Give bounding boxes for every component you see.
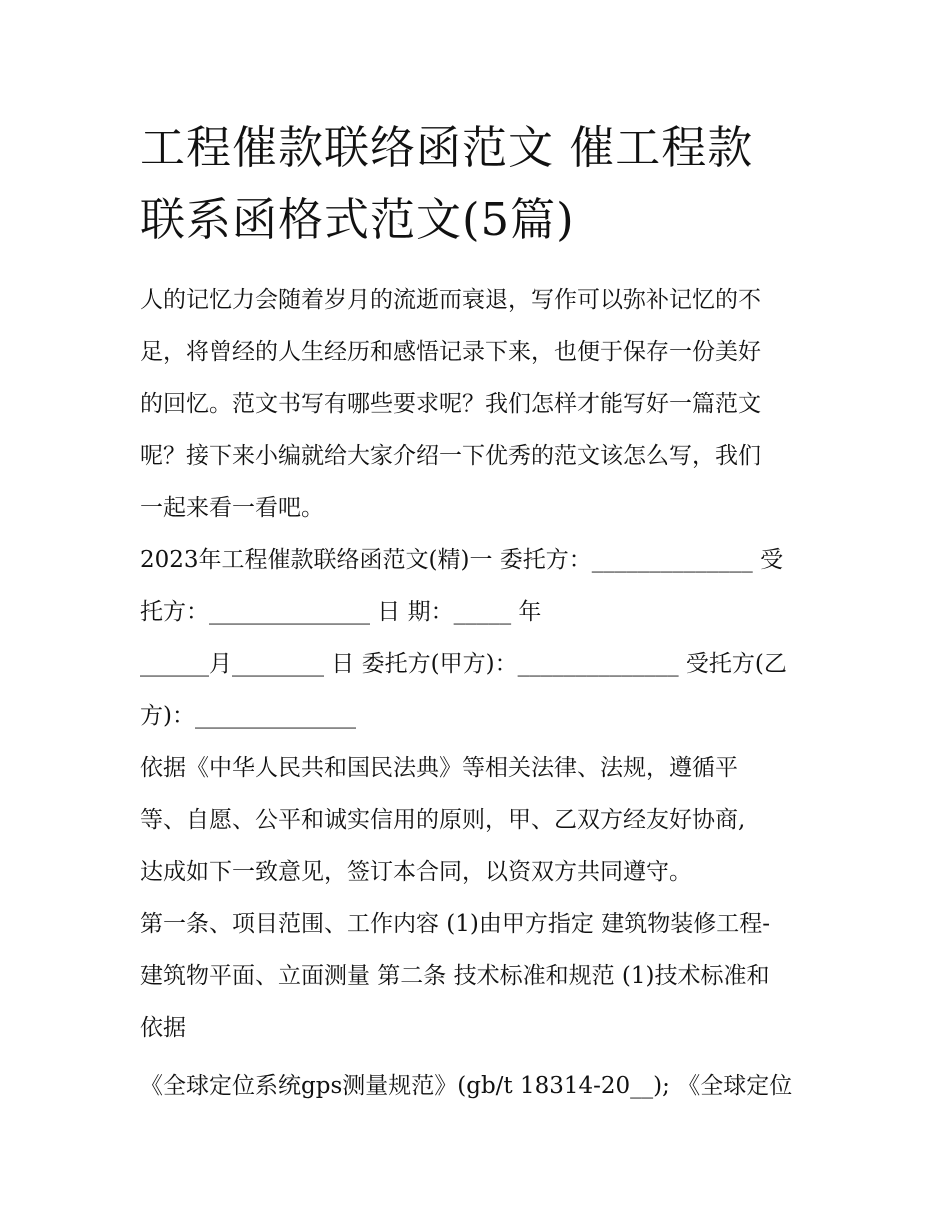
standard-paragraph [140, 1060, 820, 1112]
text-line: 2023年工程催款联络函范文(精)一 委托方：______________ 受 [140, 547, 784, 573]
text-line: 一起来看一看吧。 [140, 495, 324, 521]
contract-header-paragraph [140, 534, 820, 742]
text-line: 建筑物平面、立面测量 第二条 技术标准和规范 (1)技术标准和 [140, 963, 770, 989]
text-line: 达成如下一致意见，签订本合同，以资双方共同遵守。 [140, 859, 692, 885]
title-line: 工程催款联络函范文 催工程款 [140, 121, 754, 174]
text-line: 的回忆。范文书写有哪些要求呢？我们怎样才能写好一篇范文 [140, 391, 761, 417]
text-line: 托方：______________ 日 期：_____ 年 [140, 599, 542, 625]
text-line: 第一条、项目范围、工作内容 (1)由甲方指定 建筑物装修工程- [140, 911, 770, 937]
article-paragraph [140, 898, 820, 1054]
intro-paragraph [140, 274, 820, 534]
basis-paragraph [140, 742, 820, 898]
text-line: 《全球定位系统gps测量规范》(gb/t 18314-20__); 《全球定位 [140, 1073, 793, 1099]
text-line: 方)：______________ [140, 703, 356, 729]
text-line: 依据《中华人民共和国民法典》等相关法律、法规，遵循平 [140, 755, 738, 781]
text-line: 等、自愿、公平和诚实信用的原则，甲、乙双方经友好协商, [140, 807, 746, 833]
text-line: 足，将曾经的人生经历和感悟记录下来，也便于保存一份美好 [140, 339, 761, 365]
text-line: 呢？接下来小编就给大家介绍一下优秀的范文该怎么写，我们 [140, 443, 761, 469]
text-line: 人的记忆力会随着岁月的流逝而衰退，写作可以弥补记忆的不 [140, 287, 761, 313]
text-line: ______月________ 日 委托方(甲方)：______________ 受托方(乙 [140, 651, 787, 677]
document-title [140, 112, 820, 256]
text-line: 依据 [140, 1015, 186, 1041]
title-line: 联系函格式范文(5篇) [140, 193, 575, 246]
document-page [140, 112, 820, 1112]
